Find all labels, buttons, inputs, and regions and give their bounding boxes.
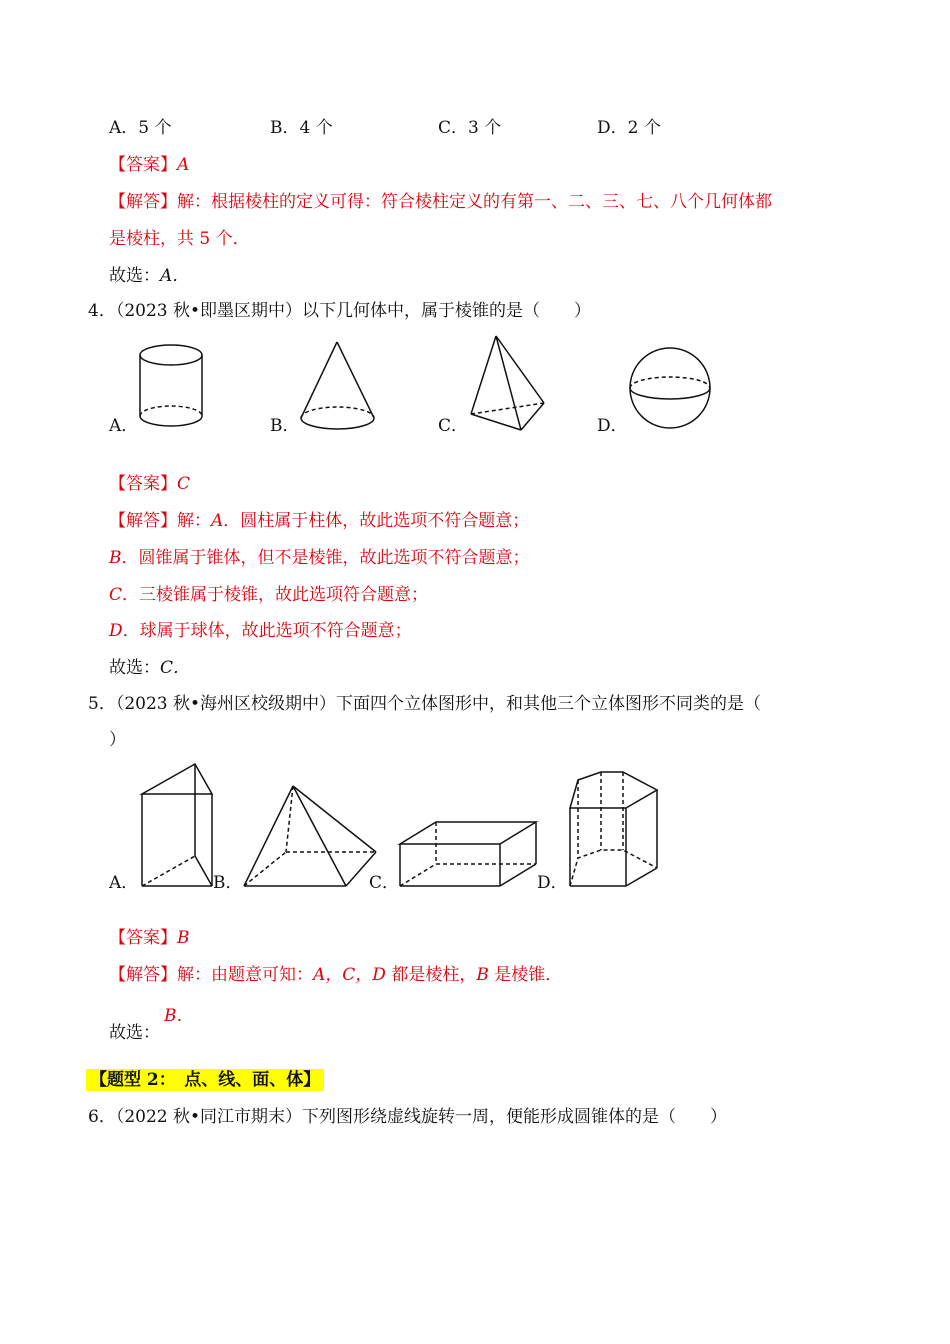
q4-answer — [109, 473, 190, 495]
q3-answer — [109, 154, 189, 176]
choose-prefix: 故选： — [109, 658, 160, 678]
q5-option-c-label: C． — [369, 873, 400, 893]
q3-option-d: D．2 个 — [597, 118, 661, 138]
answer-value: A — [177, 155, 190, 175]
solution-text-3: 都是棱柱， — [385, 965, 477, 985]
sphere-figure — [628, 346, 714, 432]
q4-stem: 4．（2023 秋•即墨区期中）以下几何体中，属于棱锥的是（ ） — [88, 301, 592, 321]
q4-option-d-label: D． — [597, 416, 628, 436]
solution-text: ．三棱锥属于棱锥，故此选项符合题意； — [122, 585, 429, 605]
section-title — [86, 1069, 324, 1091]
solution-text: ．球属于球体，故此选项不符合题意； — [122, 621, 412, 641]
q5-option-a-label: A． — [109, 873, 139, 893]
solution-letter: A — [211, 511, 224, 531]
solution-text: ．圆锥属于锥体，但不是棱锥，故此选项不符合题意； — [121, 548, 530, 568]
solution-letter: D — [109, 621, 123, 641]
q3-option-b: B．4 个 — [270, 118, 333, 138]
answer-value: C — [177, 474, 191, 494]
solution-prefix: 解： — [177, 511, 211, 531]
section-title-highlight: 【题型 2： 点、线、面、体】 — [86, 1069, 324, 1091]
cylinder-figure — [135, 343, 215, 435]
q4-solution-line4 — [109, 620, 412, 642]
answer-tag: 【答案】 — [109, 155, 177, 175]
q3-option-c: C．3 个 — [438, 118, 502, 138]
triangular-prism-figure — [138, 760, 218, 890]
q4-solution-line1 — [109, 510, 529, 532]
rectangular-prism-figure — [396, 818, 540, 890]
q4-solution-line3 — [109, 584, 428, 606]
answer-value: B — [177, 928, 190, 948]
solution-text: ．圆柱属于柱体，故此选项不符合题意； — [223, 511, 530, 531]
q3-solution-line2: 是棱柱，共 5 个． — [109, 229, 250, 249]
solution-letter: B — [109, 548, 122, 568]
q4-option-b-label: B． — [270, 416, 300, 436]
q4-choose — [109, 657, 190, 679]
answer-tag: 【答案】 — [109, 474, 177, 494]
choose-value: C． — [160, 658, 191, 678]
q4-solution-line2 — [109, 547, 530, 569]
q5-stem-line2: ） — [109, 730, 126, 750]
triangular-pyramid-figure — [466, 333, 550, 435]
q5-choose-value: B． — [164, 1006, 194, 1026]
q4-option-c-label: C． — [438, 416, 469, 436]
q5-option-d-label: D． — [537, 873, 568, 893]
q3-solution-line1 — [109, 191, 772, 213]
solution-text-2: A，C，D — [313, 965, 386, 985]
q5-choose-prefix: 故选： — [109, 1023, 160, 1043]
choose-prefix: 故选： — [109, 266, 160, 286]
solution-text-5: 是棱锥． — [488, 965, 563, 985]
cone-figure — [296, 338, 382, 434]
solution-text: 解：根据棱柱的定义可得：符合棱柱定义的有第一、二、三、七、八个几何体都 — [177, 192, 772, 212]
solution-text-1: 解：由题意可知： — [177, 965, 313, 985]
q5-answer — [109, 927, 190, 949]
solution-letter: C — [109, 585, 123, 605]
q6-stem: 6．（2022 秋•同江市期末）下列图形绕虚线旋转一周，便能形成圆锥体的是（ ） — [88, 1107, 728, 1127]
answer-tag: 【答案】 — [109, 928, 177, 948]
q3-option-a: A．5 个 — [109, 118, 172, 138]
q5-option-b-label: B． — [213, 873, 243, 893]
choose-value: A． — [160, 266, 190, 286]
pentagonal-prism-figure — [566, 768, 664, 892]
q5-stem-line1: 5．（2023 秋•海州区校级期中）下面四个立体图形中，和其他三个立体图形不同类的是（ — [88, 694, 762, 714]
solution-tag: 【解答】 — [109, 192, 177, 212]
q3-choose — [109, 265, 189, 287]
solution-tag: 【解答】 — [109, 511, 177, 531]
square-pyramid-figure — [240, 783, 380, 891]
q4-option-a-label: A． — [109, 416, 139, 436]
solution-text-4: B — [476, 965, 489, 985]
solution-tag: 【解答】 — [109, 965, 177, 985]
q5-solution — [109, 964, 562, 986]
